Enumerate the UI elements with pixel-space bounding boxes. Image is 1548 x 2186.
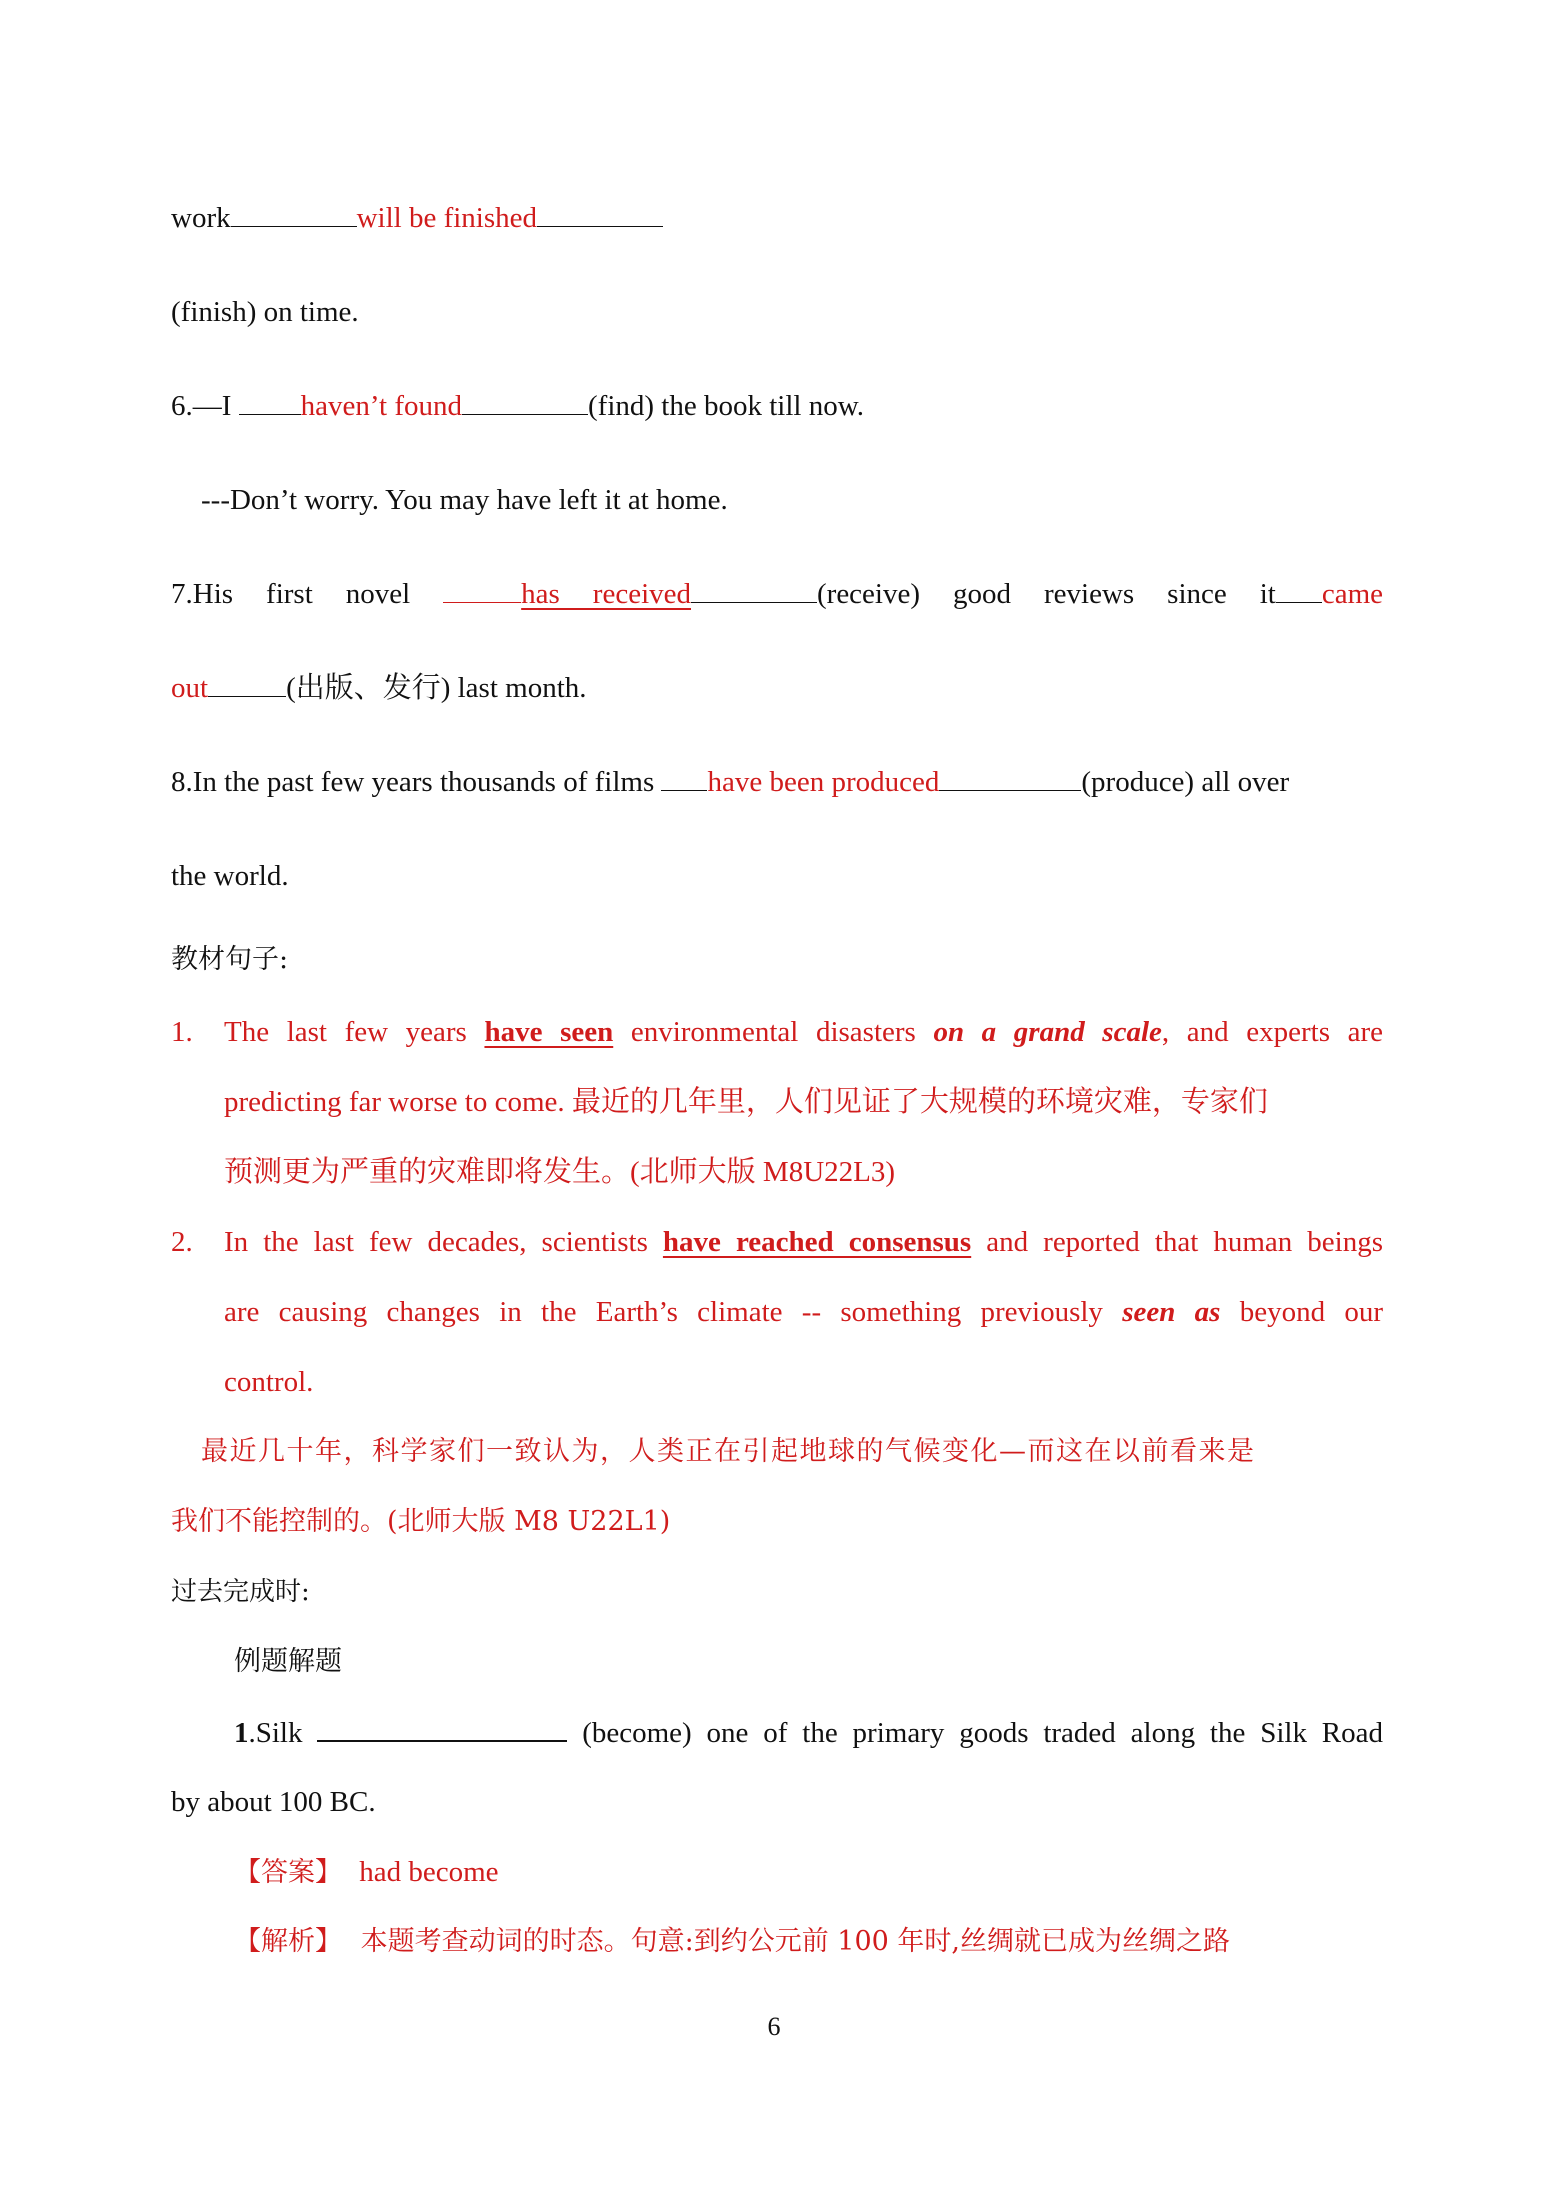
q7-answer2b: out bbox=[171, 672, 209, 704]
example-q1-line1: 1.Silk (become) one of the primary goods traded along the Silk Road bbox=[234, 1712, 1383, 1753]
sentence2-line3: control. bbox=[224, 1366, 314, 1398]
q7-line1: 7.His first novel has received (receive) good reviews since it came bbox=[171, 574, 1383, 614]
answer-label: 【答案】 bbox=[234, 1857, 342, 1888]
q6-answer: haven’t found bbox=[300, 390, 463, 422]
blank bbox=[1276, 574, 1322, 603]
sentence2-number: 2. bbox=[171, 1226, 193, 1258]
highlight-have-seen: have seen bbox=[484, 1016, 614, 1048]
q6-reply: ---Don’t worry. You may have left it at home. bbox=[201, 484, 728, 516]
analysis-text: 本题考查动词的时态。句意:到约公元前 100 年时,丝绸就已成为丝绸之路 bbox=[360, 1926, 1230, 1957]
answer-line bbox=[234, 1852, 1446, 1893]
blank bbox=[537, 198, 663, 227]
blank bbox=[208, 668, 286, 697]
analysis-line bbox=[234, 1922, 1383, 1962]
blank bbox=[939, 762, 1081, 791]
sentence1-number: 1. bbox=[171, 1016, 193, 1048]
sentence1-line1: The last few years have seen environmental disasters on a grand scale, and experts are bbox=[224, 1016, 1383, 1048]
q7-line2: out (出版、发行) last month. bbox=[171, 668, 1383, 708]
sentence1-line3: 预测更为严重的灾难即将发生。(北师大版 M8U22L3) bbox=[224, 1156, 896, 1188]
analysis-label: 【解析】 bbox=[234, 1926, 342, 1957]
textbook-heading: 教材句子: bbox=[171, 944, 289, 975]
blank bbox=[462, 386, 588, 415]
q8-answer: have been produced bbox=[707, 766, 940, 798]
sentence2-line1: In the last few decades, scientists have reached consensus and reported that human beings bbox=[224, 1226, 1384, 1258]
blank bbox=[231, 198, 357, 227]
highlight-grand-scale: on a grand scale bbox=[933, 1016, 1162, 1048]
blank bbox=[691, 574, 817, 603]
q5-line2: (finish) on time. bbox=[171, 296, 359, 328]
q6-line1: 6.—I haven’t found (find) the book till now. bbox=[171, 386, 1383, 426]
past-perfect-heading: 过去完成时: bbox=[171, 1577, 310, 1607]
q7-answer1: has received bbox=[521, 578, 691, 610]
q8-line1: 8.In the past few years thousands of films have been produced (produce) all over bbox=[171, 762, 1383, 802]
q5-answer: will be finished bbox=[356, 202, 538, 234]
q5-line1: work will be finished bbox=[171, 198, 1383, 238]
example-q1-line2: by about 100 BC. bbox=[171, 1786, 376, 1818]
blank bbox=[443, 574, 521, 603]
page-number: 6 bbox=[767, 2012, 781, 2041]
blank bbox=[661, 762, 707, 791]
highlight-reached-consensus: have reached consensus bbox=[662, 1226, 972, 1258]
highlight-seen-as: seen as bbox=[1122, 1296, 1221, 1328]
sentence2-cn1: 最近几十年，科学家们一致认为，人类正在引起地球的气候变化—而这在以前看来是 bbox=[201, 1436, 1256, 1467]
sentence2-cn2: 我们不能控制的。(北师大版 M8 U22L1) bbox=[171, 1506, 671, 1537]
example-subheading: 例题解题 bbox=[234, 1646, 342, 1677]
blank bbox=[239, 386, 301, 415]
sentence1-line2: predicting far worse to come. 最近的几年里，人们见证了大规模的环境灾难，专家们 bbox=[224, 1086, 1268, 1118]
sentence2-line2: are causing changes in the Earth’s climate -- something previously seen as beyond our bbox=[224, 1296, 1384, 1328]
answer-text: had become bbox=[359, 1856, 499, 1888]
answer-blank bbox=[317, 1712, 567, 1742]
q8-line2: the world. bbox=[171, 860, 289, 892]
q7-answer2a: came bbox=[1321, 578, 1384, 610]
